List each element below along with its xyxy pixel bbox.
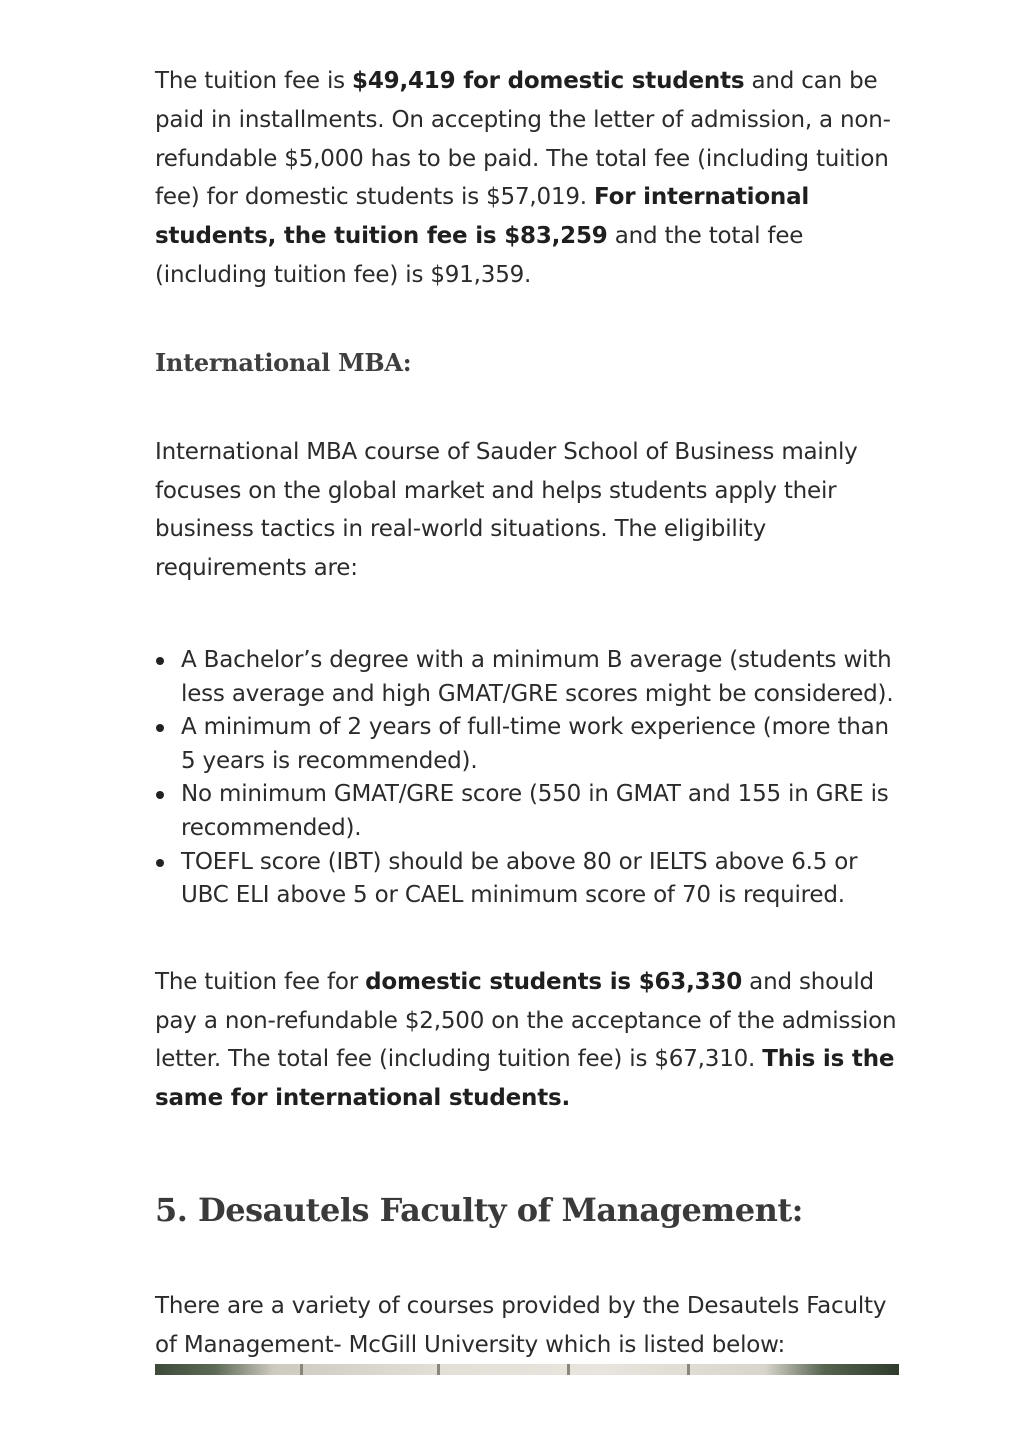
text-segment: and should pay a non-refundable $2,500 on the acceptance of the admission letter. The total fee (including tuition fee) is $67,310. bbox=[155, 968, 897, 1073]
bold-text: This is the same for international students. bbox=[155, 1046, 895, 1112]
tuition-fee-paragraph bbox=[155, 62, 900, 295]
section-heading: 5. Desautels Faculty of Management: bbox=[155, 1190, 803, 1229]
photo-detail bbox=[437, 1364, 440, 1375]
bold-text: domestic students is $63,330 bbox=[365, 968, 743, 995]
photo-detail bbox=[300, 1364, 303, 1375]
bold-text: For international students, the tuition fee is $83,259 bbox=[155, 184, 810, 250]
bold-text: $49,419 for domestic students bbox=[352, 68, 745, 94]
eligibility-requirements-list bbox=[155, 644, 900, 913]
text-segment: and the total fee (including tuition fee) is $91,359. bbox=[155, 223, 804, 288]
text-segment: The tuition fee for bbox=[155, 968, 366, 995]
text-segment: and can be paid in installments. On accepting the letter of admission, a non-refundable $5,000 has to be paid. The total fee (including tuition fee) for domestic students is $57,019. bbox=[155, 68, 891, 211]
list-item: A Bachelor’s degree with a minimum B average (students with less average and high GMAT/GRE scores might be considered). bbox=[181, 644, 900, 711]
list-item: TOEFL score (IBT) should be above 80 or IELTS above 6.5 or UBC ELI above 5 or CAEL minimum score of 70 is required. bbox=[181, 846, 900, 913]
international-mba-description: International MBA course of Sauder School of Business mainly focuses on the global market and helps students apply their business tactics in real-world situations. The eligibility requirements are: bbox=[155, 438, 858, 582]
international-mba-heading: International MBA: bbox=[155, 347, 412, 377]
article-content bbox=[155, 62, 900, 1365]
text-segment: The tuition fee is bbox=[155, 68, 353, 94]
photo-detail bbox=[687, 1364, 690, 1375]
list-item: No minimum GMAT/GRE score (550 in GMAT and 155 in GRE is recommended). bbox=[181, 778, 900, 845]
campus-photo bbox=[155, 1364, 899, 1375]
international-mba-fee-paragraph bbox=[155, 963, 900, 1118]
section-paragraph: There are a variety of courses provided by the Desautels Faculty of Management- McGill University which is listed below: bbox=[155, 1292, 887, 1358]
photo-detail bbox=[567, 1364, 570, 1375]
list-item: A minimum of 2 years of full-time work experience (more than 5 years is recommended). bbox=[181, 711, 900, 778]
